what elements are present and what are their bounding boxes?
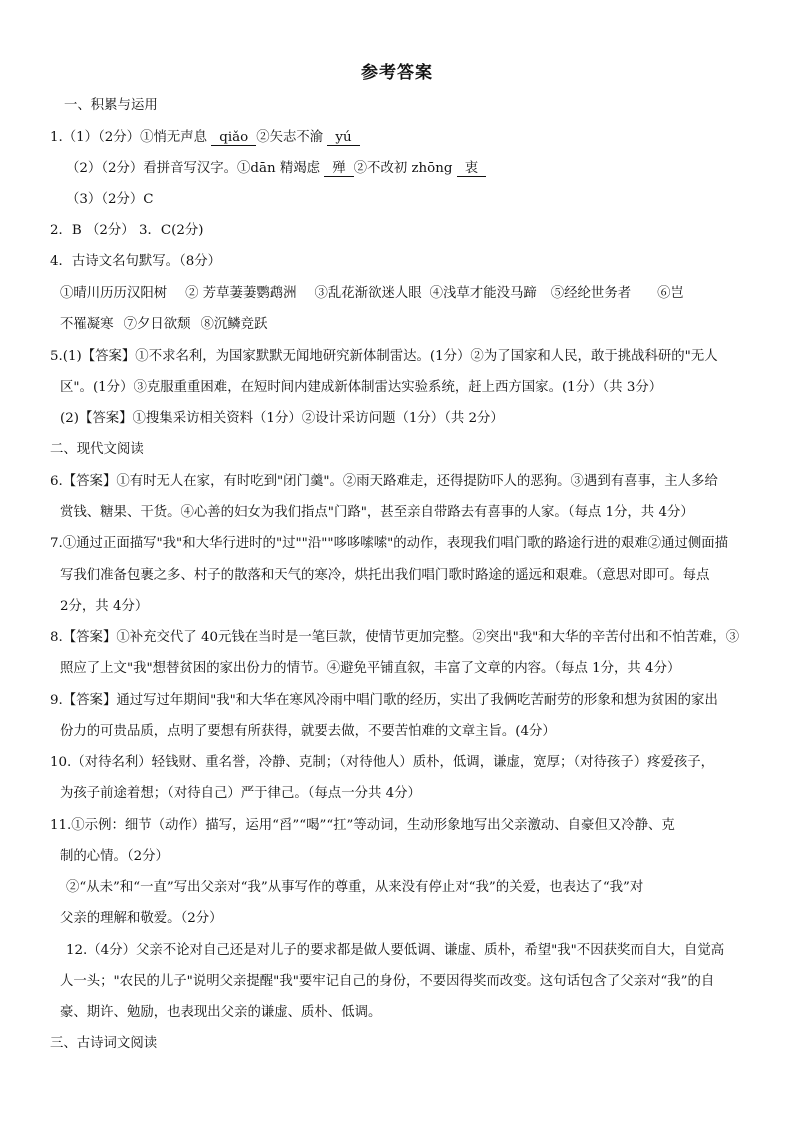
q4-item-1: ①晴川历历汉阳树: [60, 286, 168, 301]
q5-line-3: (2)【答案】①搜集采访相关资料（1分）②设计采访问题（1分）（共 2分）: [60, 411, 504, 426]
q11-line-2: 制的心情。（2分）: [60, 849, 169, 864]
q1-line-1-text: 1.（1）（2分）①悄无声息: [50, 130, 212, 145]
q4-item-6: ⑥岂: [657, 286, 684, 301]
q12-line-2: 人一头；"农民的儿子"说明父亲提醒"我"要牢记自己的身份，不要因得奖而改变。这句话包含了父亲对“我”的自: [60, 974, 715, 989]
q4-item-8: ⑧沉鳞竞跃: [200, 317, 268, 332]
section-heading-1: 一、积累与运用: [64, 98, 158, 113]
q9-line-2: 份力的可贵品质，点明了要想有所获得，就要去做，不要苦怕难的文章主旨。(4分）: [60, 724, 556, 739]
q4-item-2: ② 芳草萋萋鹦鹉洲: [185, 286, 297, 301]
q4-item-3: ③乱花渐欲迷人眼: [314, 286, 422, 301]
q4-item-6-cont: 不罹凝寒: [60, 317, 114, 332]
q4-item-7: ⑦夕日欲颓: [123, 317, 191, 332]
page-title: 参考答案: [361, 63, 433, 83]
q4-line-2: [60, 316, 267, 334]
q7-line-1: 7.①通过正面描写"我"和大华行进时的"过""沿""哆哆嗦嗦"的动作，表现我们唱门歌的路途行进的艰难②通过侧面描: [50, 536, 729, 551]
q6-line-1: 6.【答案】①有时无人在家，有时吃到"闭门羹"。②雨天路难走，还得提防吓人的恶狗。③遇到有喜事，主人多给: [50, 474, 718, 489]
q10-line-1: 10.（对待名利）轻钱财、重名誉，冷静、克制；（对待他人）质朴，低调，谦虚，宽厚；（对待孩子）疼爱孩子，: [50, 755, 715, 770]
q1-line-2-text: （2）（2分）看拼音写汉字。①dān 精竭虑: [66, 161, 325, 176]
q5-line-1: 5.(1)【答案】①不求名利，为国家默默无闻地研究新体制雷达。(1分）②为了国家和人民，敢于挑战科研的"无人: [50, 349, 718, 364]
q1-answer-zhong: 衷: [457, 161, 486, 177]
q11-line-1: 11.①示例：细节（动作）描写，运用“舀”“喝”“扛”等动词，生动形象地写出父亲激动、自豪但又冷静、克: [50, 818, 675, 833]
q1-line-3: （3）（2分）C: [66, 192, 154, 207]
q12-line-3: 豪、期许、勉励，也表现出父亲的谦虚、质朴、低调。: [60, 1005, 382, 1020]
section-heading-3: 三、古诗词文阅读: [50, 1036, 158, 1051]
q4-line-1: [60, 285, 684, 303]
q4-item-4: ④浅草才能没马蹄: [429, 286, 537, 301]
q6-line-2: 赏钱、糖果、干货。④心善的妇女为我们指点"门路"，甚至亲自带路去有喜事的人家。（每点 1分，共 4分）: [60, 505, 694, 520]
q11-line-4: 父亲的理解和敬爱。（2分）: [60, 911, 223, 926]
q1-line-2: [66, 160, 486, 178]
q4-item-5: ⑤经纶世务者: [550, 286, 632, 301]
q8-line-2: 照应了上文"我"想替贫困的家出份力的情节。④避免平铺直叙，丰富了文章的内容。（每点 1分，共 4分）: [60, 661, 681, 676]
q12-line-1: 12.（4分）父亲不论对自己还是对儿子的要求都是做人要低调、谦虚、质朴，希望"我"不因获奖而自大，自觉高: [66, 943, 725, 958]
q4-heading: 4．古诗文名句默写。（8分）: [50, 254, 222, 269]
q10-line-2: 为孩子前途着想；（对待自己）严于律己。（每点一分共 4分）: [60, 786, 421, 801]
q7-line-3: 2分，共 4分）: [60, 599, 149, 614]
q1-answer-yu: yú: [327, 130, 359, 146]
q1-line-2-mid: ②不改初 zhōng: [353, 161, 457, 176]
q1-answer-dan: 殚: [324, 161, 353, 177]
q7-line-2: 写我们准备包裹之多、村子的散落和天气的寒冷，烘托出我们唱门歌时路途的遥远和艰难。（意思对即可。每点: [60, 568, 710, 583]
section-heading-2: 二、现代文阅读: [50, 442, 144, 457]
q8-line-1: 8.【答案】①补充交代了 40元钱在当时是一笔巨款，使情节更加完整。②突出"我"和大华的辛苦付出和不怕苦难，③: [50, 630, 740, 645]
q9-line-1: 9.【答案】通过写过年期间"我"和大华在寒风冷雨中唱门歌的经历，实出了我俩吃苦耐劳的形象和想为贫困的家出: [50, 693, 718, 708]
q5-line-2: 区"。(1分）③克服重重困难，在短时间内建成新体制雷达实验系统，赶上西方国家。(1分）（共 3分）: [60, 380, 663, 395]
q1-line-1: [50, 129, 360, 147]
q1-line-1-mid: ②矢志不渝: [256, 130, 328, 145]
q1-answer-qiao: qiǎo: [211, 130, 256, 146]
q2-3-answers: 2．B （2分） 3．C(2分): [50, 223, 204, 238]
q11-line-3: ②“从未”和“一直”写出父亲对“我”从事写作的尊重，从来没有停止对“我”的关爱，也表达了“我”对: [66, 880, 644, 895]
